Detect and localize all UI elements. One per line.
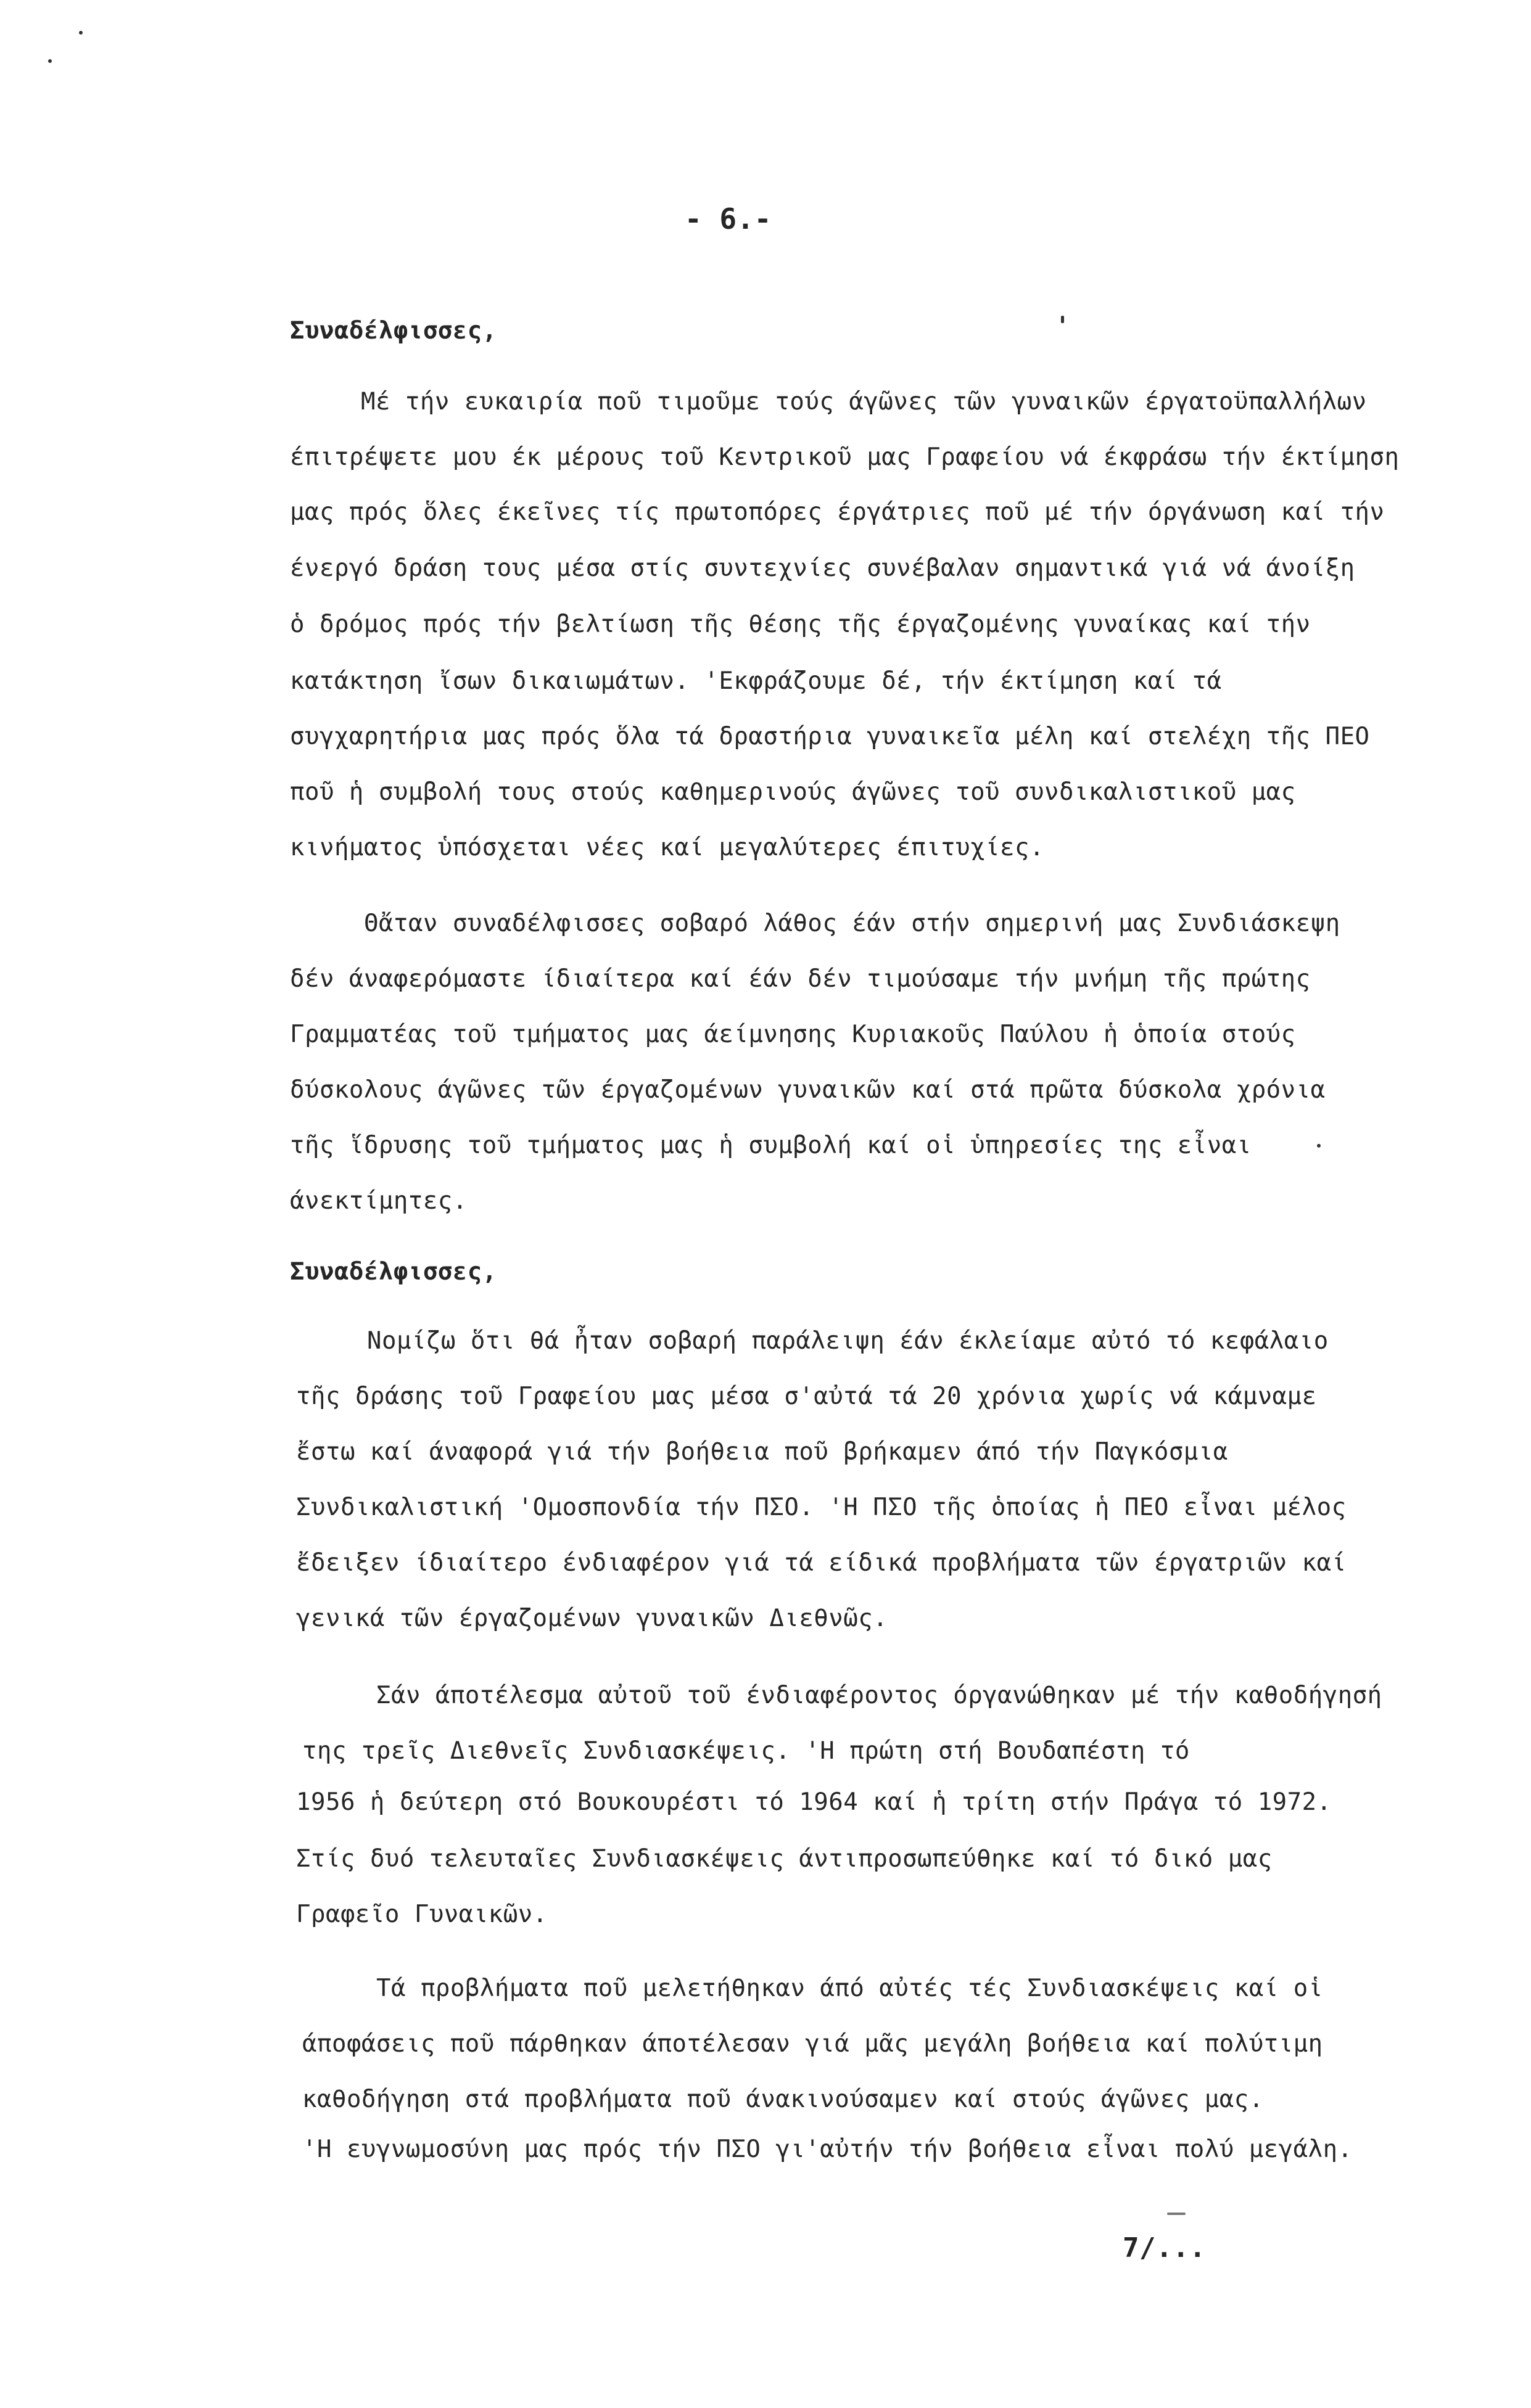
paragraph-line: δύσκολους άγῶνες τῶν έργαζομένων γυναικῶν καί στά πρῶτα δύσκολα χρόνια (290, 1076, 1326, 1104)
paragraph-line: της τρεῖς Διεθνεῖς Συνδιασκέψεις. 'Η πρώτη στή Βουδαπέστη τό (302, 1737, 1190, 1765)
paragraph-line: γενικά τῶν έργαζομένων γυναικῶν Διεθνῶς. (296, 1605, 888, 1632)
salutation: Συναδέλφισσες, (290, 317, 497, 345)
paragraph-line: ένεργό δράση τους μέσα στίς συντεχνίες συνέβαλαν σημαντικά γιά νά άνοίξη (290, 554, 1355, 582)
paragraph-line: Μέ τήν ευκαιρία ποῦ τιμοῦμε τούς άγῶνες τῶν γυναικῶν έργατοϋπαλλήλων (361, 388, 1367, 416)
paragraph-line: κατάκτηση ἴσων δικαιωμάτων. 'Εκφράζουμε δέ, τήν έκτίμηση καί τά (290, 667, 1222, 695)
paragraph-line: δέν άναφερόμαστε ίδιαίτερα καί έάν δέν τιμούσαμε τήν μνήμη τῆς πρώτης (290, 965, 1311, 993)
scan-speck (1061, 316, 1064, 323)
paragraph-line: Σάν άποτέλεσμα αὐτοῦ τοῦ ένδιαφέροντος όργανώθηκαν μέ τήν καθοδήγησή (376, 1682, 1382, 1709)
paragraph-line: μας πρός ὅλες έκεῖνες τίς πρωτοπόρες έργάτριες ποῦ μέ τήν όργάνωση καί τήν (290, 498, 1385, 526)
paragraph-line: τῆς δράσης τοῦ Γραφείου μας μέσα σ'αὐτά τά 20 χρόνια χωρίς νά κάμναμε (296, 1383, 1317, 1410)
paragraph-line: Νομίζω ὅτι θά ἦταν σοβαρή παράλειψη έάν έκλείαμε αὐτό τό κεφάλαιο (367, 1327, 1329, 1355)
paragraph-line: έπιτρέψετε μου έκ μέρους τοῦ Κεντρικοῦ μας Γραφείου νά έκφράσω τήν έκτίμηση (290, 443, 1400, 471)
paragraph-line: Τά προβλήματα ποῦ μελετήθηκαν άπό αὐτές τές Συνδιασκέψεις καί οἱ (376, 1974, 1323, 2002)
paragraph-line: άποφάσεις ποῦ πάρθηκαν άποτέλεσαν γιά μᾶς μεγάλη βοήθεια καί πολύτιμη (302, 2030, 1323, 2058)
paragraph-line: Στίς δυό τελευταῖες Συνδιασκέψεις άντιπροσωπεύθηκε καί τό δικό μας (296, 1845, 1273, 1873)
paragraph-line: Γραφεῖο Γυναικῶν. (296, 1901, 548, 1928)
paragraph-line: Συνδικαλιστική 'Ομοσπονδία τήν ΠΣΟ. 'Η ΠΣΟ τῆς ὁποίας ἡ ΠΕΟ εἶναι μέλος (296, 1494, 1347, 1521)
paragraph-line: ἔστω καί άναφορά γιά τήν βοήθεια ποῦ βρήκαμεν άπό τήν Παγκόσμια (296, 1438, 1228, 1466)
paragraph-line: τῆς ἵδρυσης τοῦ τμήματος μας ἡ συμβολή καί οἱ ὑπηρεσίες της εἶναι (290, 1132, 1252, 1159)
paragraph-line: ἔδειξεν ίδιαίτερο ένδιαφέρον γιά τά είδικά προβλήματα τῶν έργατριῶν καί (296, 1549, 1347, 1577)
page-continuation: 7/... (1123, 2232, 1206, 2264)
scan-speck (79, 31, 83, 35)
page-number: - 6.- (685, 202, 772, 236)
paragraph-line: κινήματος ὑπόσχεται νέες καί μεγαλύτερες έπιτυχίες. (290, 834, 1044, 861)
scan-speck (1167, 2213, 1186, 2215)
paragraph-line: άνεκτίμητες. (290, 1187, 468, 1215)
scan-speck (48, 59, 52, 63)
paragraph-line: ὁ δρόμος πρός τήν βελτίωση τῆς θέσης τῆς έργαζομένης γυναίκας καί τήν (290, 610, 1311, 638)
paragraph-line: 1956 ἡ δεύτερη στό Βουκουρέστι τό 1964 καί ἡ τρίτη στήν Πράγα τό 1972. (296, 1788, 1332, 1816)
salutation: Συναδέλφισσες, (290, 1258, 497, 1286)
paragraph-line: συγχαρητήρια μας πρός ὅλα τά δραστήρια γυναικεῖα μέλη καί στελέχη τῆς ΠΕΟ (290, 723, 1370, 750)
paragraph-line: Γραμματέας τοῦ τμήματος μας άείμνησης Κυριακοῦς Παύλου ἡ ὁποία στούς (290, 1021, 1296, 1048)
paragraph-line: ποῦ ἡ συμβολή τους στούς καθημερινούς άγῶνες τοῦ συνδικαλιστικοῦ μας (290, 778, 1296, 806)
paragraph-line: Θἄταν συναδέλφισσες σοβαρό λάθος έάν στήν σημερινή μας Συνδιάσκεψη (364, 910, 1340, 937)
scan-speck (1317, 1144, 1321, 1148)
paragraph-line: 'Η ευγνωμοσύνη μας πρός τήν ΠΣΟ γι'αὐτήν τήν βοήθεια εἶναι πολύ μεγάλη. (302, 2135, 1353, 2163)
paragraph-line: καθοδήγηση στά προβλήματα ποῦ άνακινούσαμεν καί στούς άγῶνες μας. (302, 2085, 1264, 2113)
